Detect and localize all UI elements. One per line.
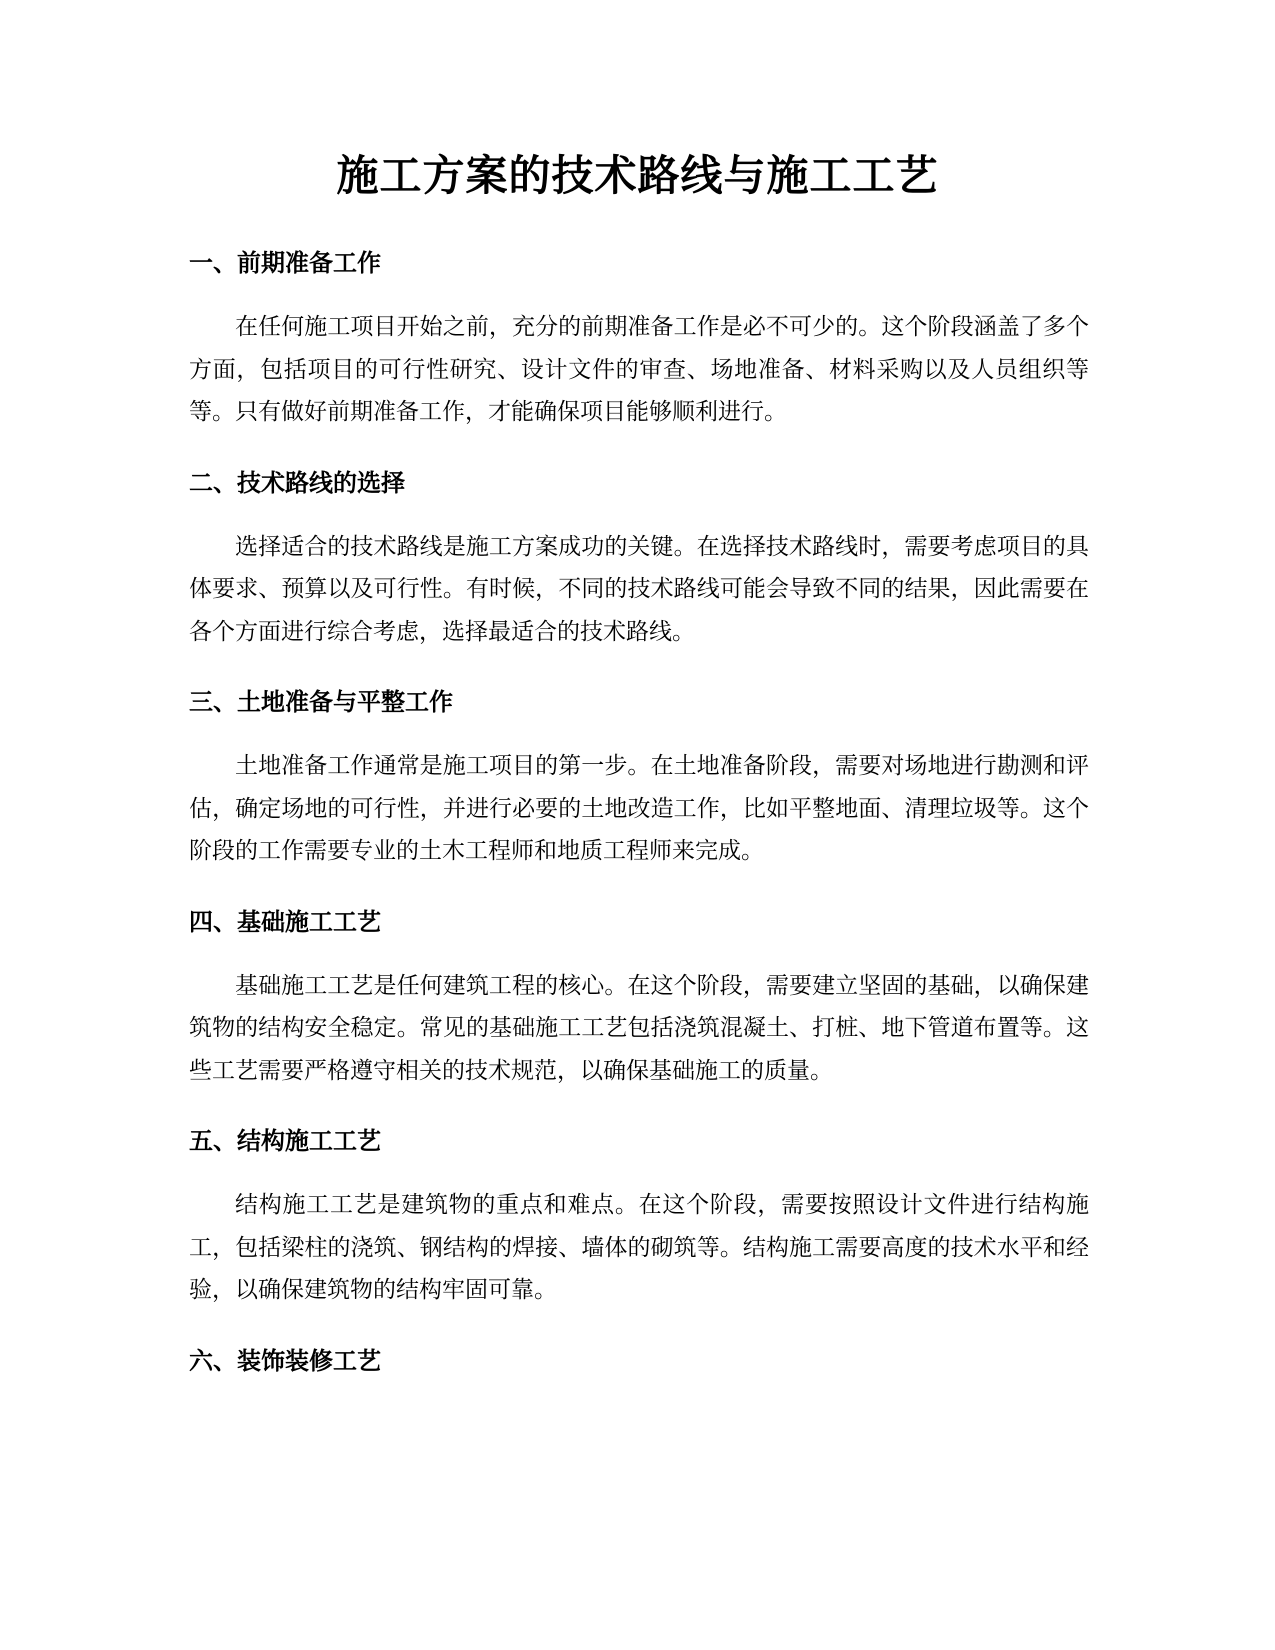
section-body-4: 基础施工工艺是任何建筑工程的核心。在这个阶段，需要建立坚固的基础，以确保建筑物的结构安全稳定。常见的基础施工工艺包括浇筑混凝土、打桩、地下管道布置等。这些工艺需要严格遵守相关的技术规范，以确保基础施工的质量。 — [189, 972, 1089, 1084]
section-heading-1: 一、前期准备工作 — [189, 249, 381, 277]
section-heading-6: 六、装饰装修工艺 — [189, 1346, 381, 1375]
section-body-3: 土地准备工作通常是施工项目的第一步。在土地准备阶段，需要对场地进行勘测和评估，确定场地的可行性，并进行必要的土地改造工作，比如平整地面、清理垃圾等。这个阶段的工作需要专业的土木工程师和地质工程师来完成。 — [189, 753, 1089, 864]
section-heading-3: 三、土地准备与平整工作 — [189, 688, 453, 716]
section-body-2: 选择适合的技术路线是施工方案成功的关键。在选择技术路线时，需要考虑项目的具体要求、预算以及可行性。有时候，不同的技术路线可能会导致不同的结果，因此需要在各个方面进行综合考虑，选择最适合的技术路线。 — [189, 533, 1089, 645]
section-heading-5: 五、结构施工工艺 — [189, 1127, 381, 1155]
section-body-1: 在任何施工项目开始之前，充分的前期准备工作是必不可少的。这个阶段涵盖了多个方面，包括项目的可行性研究、设计文件的审查、场地准备、材料采购以及人员组织等等。只有做好前期准备工作，才能确保项目能够顺利进行。 — [189, 314, 1089, 425]
section-heading-4: 四、基础施工工艺 — [189, 907, 381, 936]
document-content — [189, 246, 1089, 1404]
section-body-5: 结构施工工艺是建筑物的重点和难点。在这个阶段，需要按照设计文件进行结构施工，包括梁柱的浇筑、钢结构的焊接、墙体的砌筑等。结构施工需要高度的技术水平和经验，以确保建筑物的结构牢固可靠。 — [189, 1192, 1089, 1303]
section-heading-2: 二、技术路线的选择 — [189, 468, 405, 497]
page-title: 施工方案的技术路线与施工工艺 — [336, 151, 939, 200]
